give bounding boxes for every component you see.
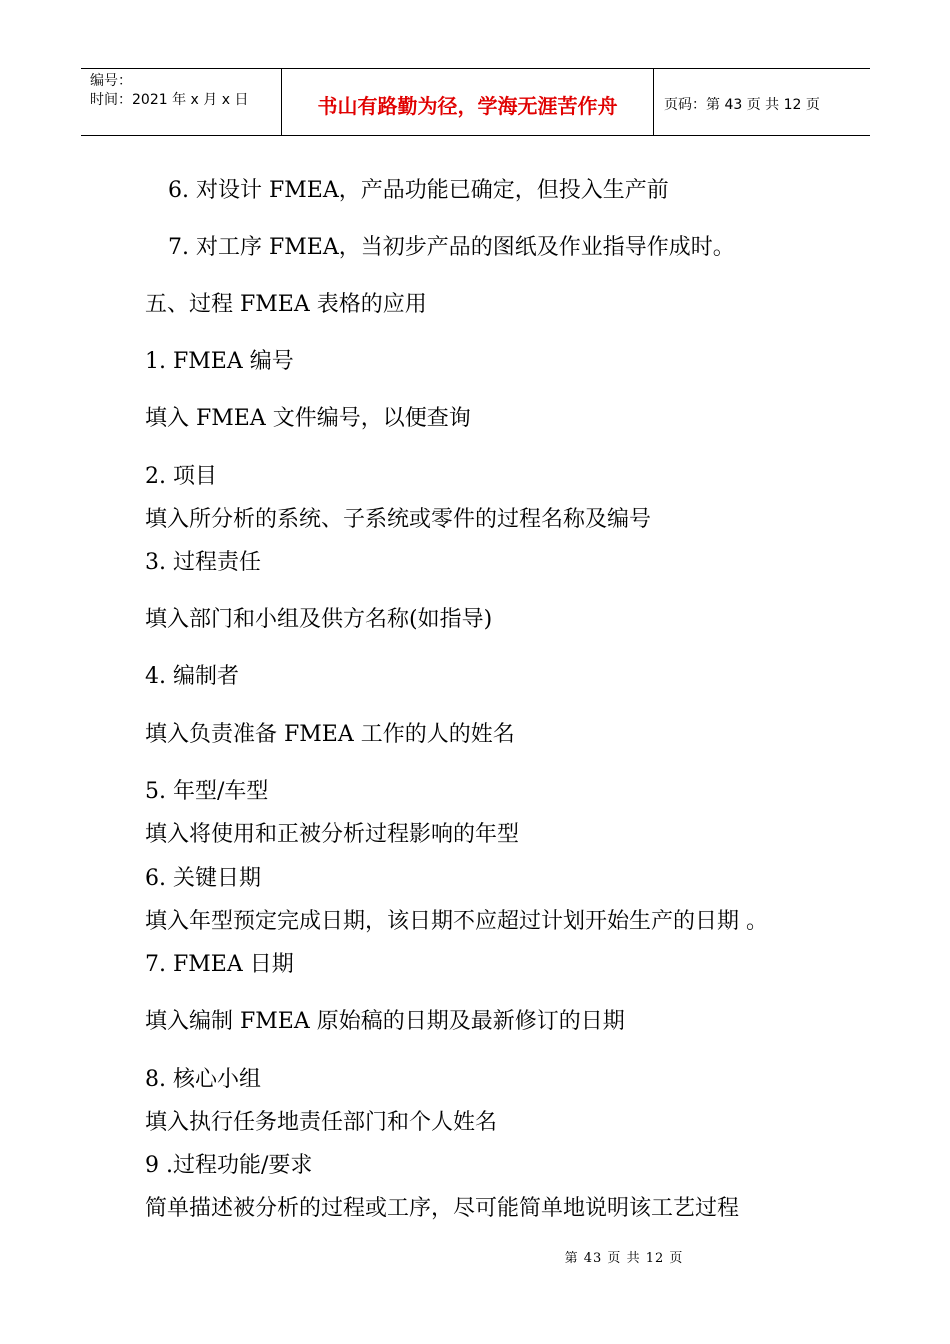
item-description: 填入 FMEA 文件编号，以便查询 (145, 406, 471, 431)
item-heading: 7. FMEA 日期 (145, 952, 294, 977)
item-description: 填入所分析的系统、子系统或零件的过程名称及编号 (145, 507, 652, 532)
item-heading: 9 .过程功能/要求 (145, 1153, 313, 1178)
item-heading: 3. 过程责任 (145, 550, 261, 575)
item-description: 填入年型预定完成日期，该日期不应超过计划开始生产的日期 。 (145, 909, 768, 934)
header-page-info: 页码：第 43 页 共 12 页 (664, 97, 820, 113)
item-heading: 1. FMEA 编号 (145, 349, 294, 374)
item-heading: 4. 编制者 (145, 664, 239, 689)
item-description: 填入部门和小组及供方名称(如指导) (145, 607, 493, 632)
header-motto: 书山有路勤为径，学海无涯苦作舟 (282, 69, 654, 135)
item-description: 填入负责准备 FMEA 工作的人的姓名 (145, 722, 515, 747)
item-heading: 2. 项目 (145, 464, 217, 489)
body-line: 7. 对工序 FMEA，当初步产品的图纸及作业指导作成时。 (168, 235, 735, 260)
item-description: 填入编制 FMEA 原始稿的日期及最新修订的日期 (145, 1009, 625, 1034)
footer-page-number: 第 43 页 共 12 页 (564, 1251, 684, 1266)
item-description: 填入执行任务地责任部门和个人姓名 (145, 1110, 498, 1135)
body-line: 6. 对设计 FMEA，产品功能已确定，但投入生产前 (168, 178, 669, 203)
document-number-label: 编号： (90, 73, 132, 89)
page-header (81, 68, 870, 136)
item-description: 填入将使用和正被分析过程影响的年型 (145, 822, 520, 847)
item-description: 简单描述被分析的过程或工序，尽可能简单地说明该工艺过程 (145, 1196, 740, 1221)
item-heading: 8. 核心小组 (145, 1067, 261, 1092)
section-heading: 五、过程 FMEA 表格的应用 (145, 292, 427, 317)
page-footer (0, 1247, 950, 1266)
header-meta (81, 69, 282, 135)
item-heading: 6. 关键日期 (145, 866, 261, 891)
document-date: 时间：2021 年 x 月 x 日 (90, 92, 249, 108)
item-heading: 5. 年型/车型 (145, 779, 269, 804)
